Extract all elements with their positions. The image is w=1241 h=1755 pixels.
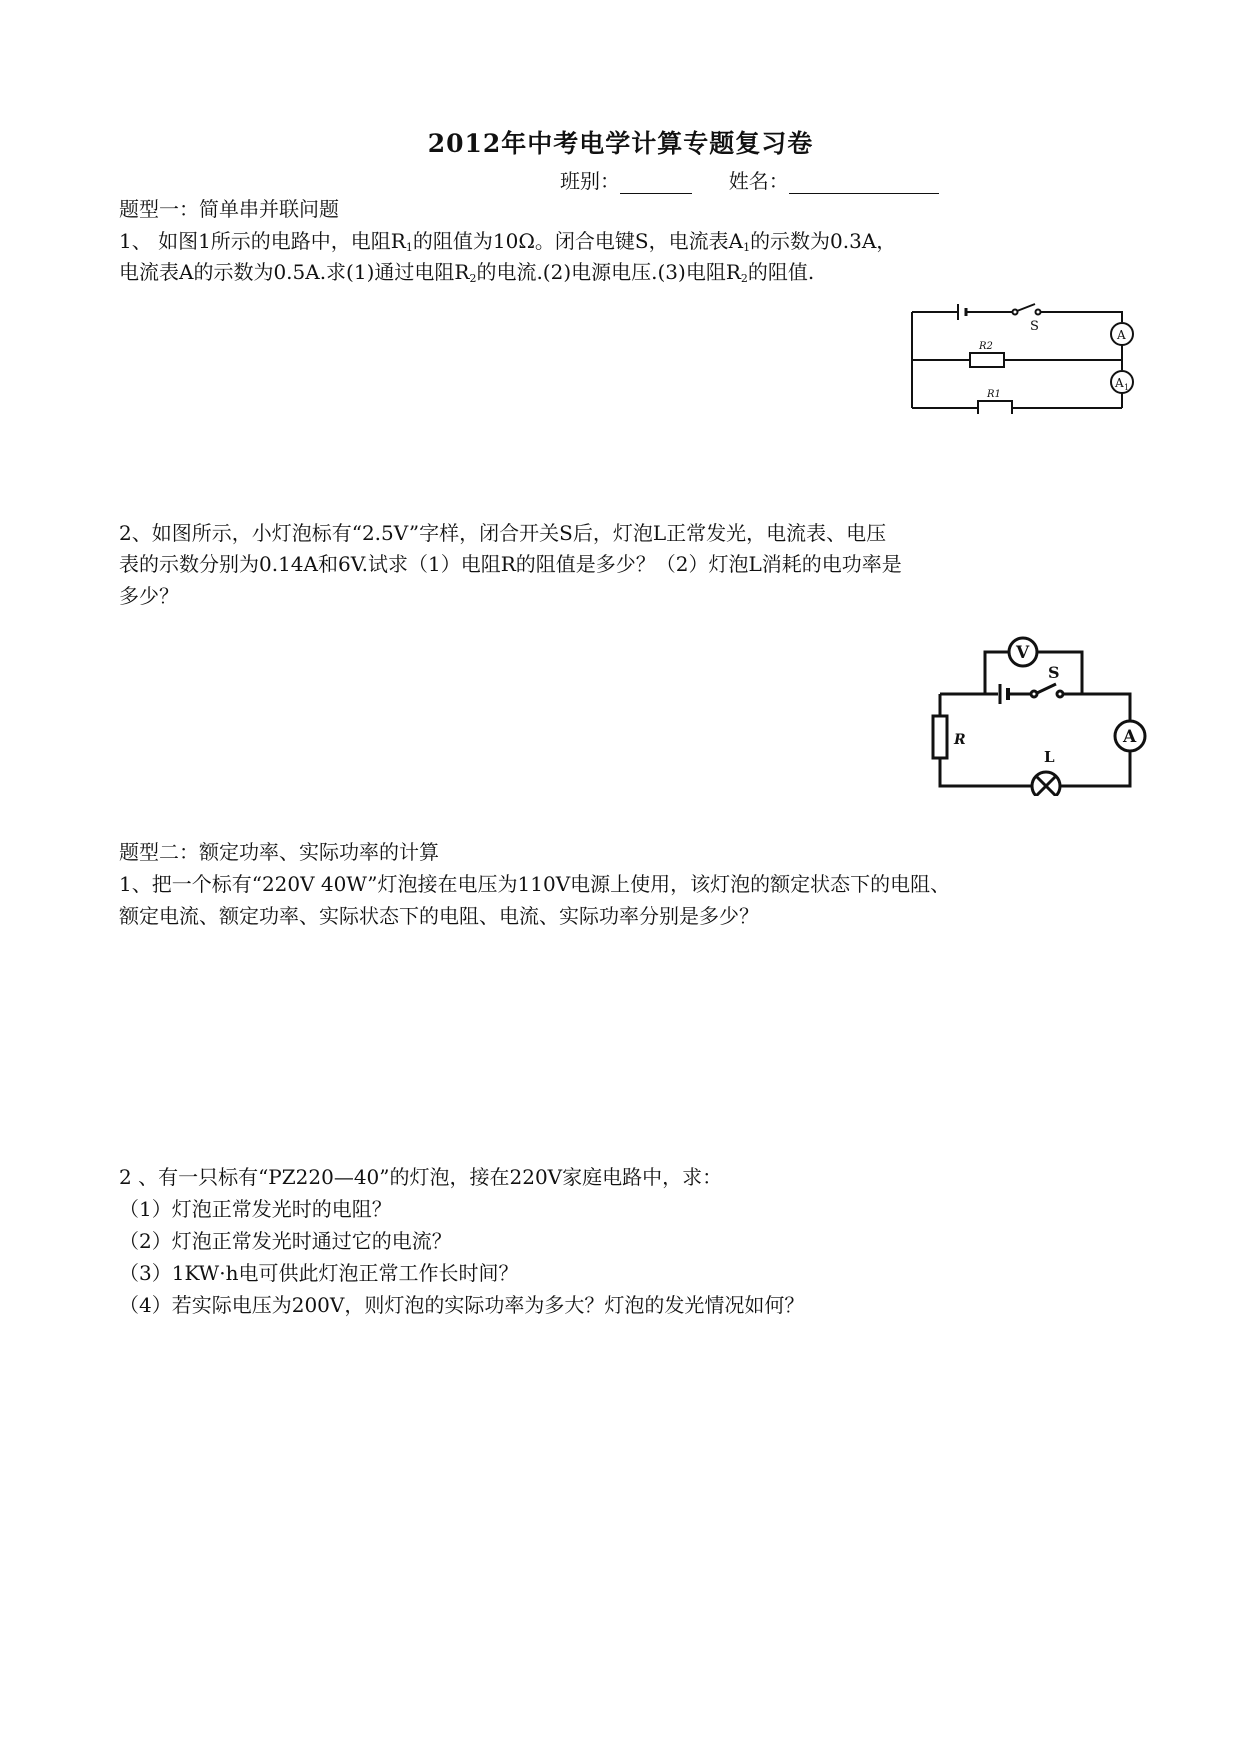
circuit1-ammeter-a-label: A (1117, 328, 1126, 342)
class-label: 班别： (560, 169, 620, 193)
s2-q1-line1: 1、把一个标有“220V 40W”灯泡接在电压为110V电源上使用，该灯泡的额定状态下的电阻、 (119, 872, 951, 896)
circuit1-r2-label: R2 (979, 341, 993, 352)
circuit-diagram-2 (930, 636, 1160, 796)
s2-q2-sub3: （3）1KW·h电可供此灯泡正常工作长时间？ (119, 1261, 519, 1285)
s1-q2-line2: 表的示数分别为0.14A和6V.试求（1）电阻R的阻值是多少？（2）灯泡L消耗的电功率是 (119, 552, 902, 576)
circuit2-ammeter-label: A (1123, 727, 1137, 747)
s2-q1-line2: 额定电流、额定功率、实际状态下的电阻、电流、实际功率分别是多少？ (119, 904, 759, 928)
circuit1-r1-label: R1 (987, 389, 1001, 400)
class-blank[interactable] (620, 171, 692, 194)
s1-q2-line3: 多少？ (119, 584, 179, 608)
s2-q2-line1: 2 、有一只标有“PZ220—40”的灯泡，接在220V家庭电路中，求： (119, 1165, 723, 1189)
circuit2-switch-label: S (1048, 663, 1060, 682)
s2-q2-sub1: （1）灯泡正常发光时的电阻？ (119, 1197, 392, 1221)
s2-q2-sub4: （4）若实际电压为200V，则灯泡的实际功率为多大？灯泡的发光情况如何？ (119, 1293, 805, 1317)
circuit1-ammeter-a1-sub: 1 (1124, 383, 1130, 392)
circuit1-switch-label: S (1030, 319, 1039, 334)
section1-heading: 题型一：简单串并联问题 (119, 197, 339, 221)
circuit-diagram-1 (900, 292, 1150, 414)
circuit1-ammeter-a1-label: A (1115, 376, 1124, 390)
page-title: 2012年中考电学计算专题复习卷 (427, 129, 814, 158)
section2-heading: 题型二：额定功率、实际功率的计算 (119, 840, 439, 864)
s1-q1-line2: 电流表A的示数为0.5A.求(1)通过电阻$R_2$的电流.(2)电源电压.(3)电阻$R_2$的阻值. (119, 260, 815, 285)
s2-q2-sub2: （2）灯泡正常发光时通过它的电流？ (119, 1229, 452, 1253)
s1-q2-line1: 2、如图所示，小灯泡标有“2.5V”字样，闭合开关S后，灯泡L正常发光，电流表、电压 (119, 521, 887, 545)
student-info (560, 165, 939, 194)
circuit2-lamp-label: L (1044, 748, 1055, 766)
name-blank[interactable] (789, 171, 939, 194)
circuit2-voltmeter-label: V (1016, 643, 1030, 663)
circuit2-resistor-label: R (954, 732, 966, 748)
name-label: 姓名： (728, 169, 789, 193)
s1-q1-line1: 1、 如图1所示的电路中，电阻$R_1$的阻值为10Ω。闭合电键S，电流表$A_1$的示数为0.3A， (119, 229, 897, 254)
